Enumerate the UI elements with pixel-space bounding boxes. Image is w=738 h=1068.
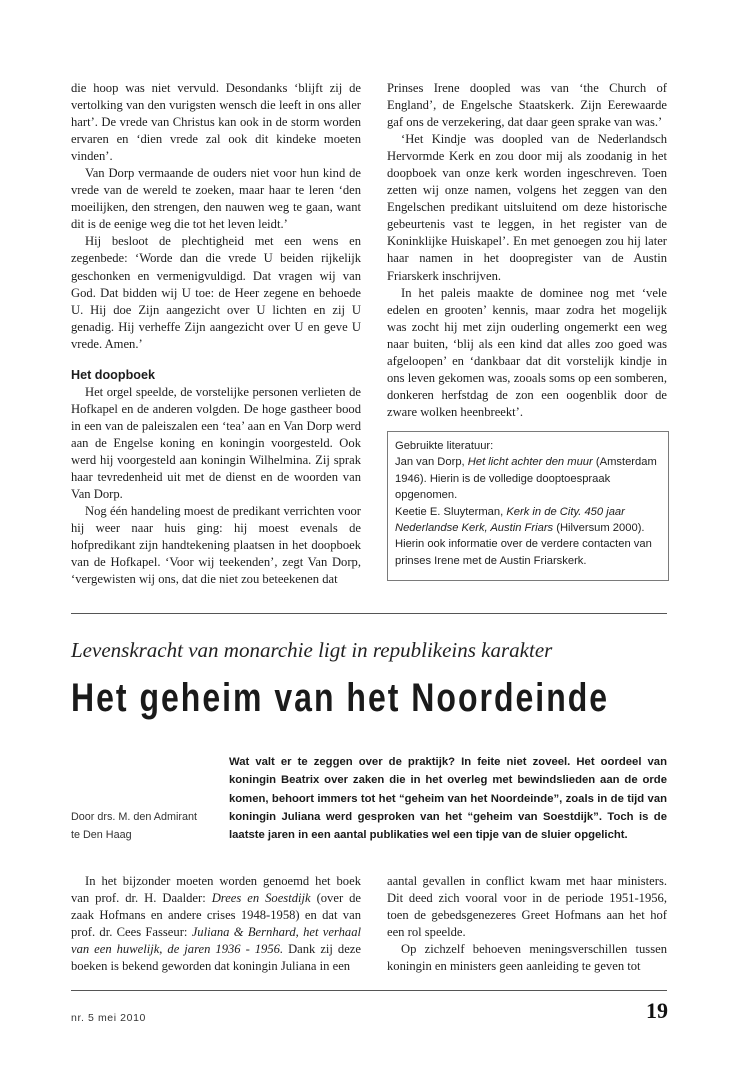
literature-box <box>387 431 669 581</box>
article-paragraph-2: aantal gevallen in conflict kwam met haar ministers. Dit deed zich vooral voor in de periode 1951-1956, toen de gebedsgenezeres Greet Hofmans aan het hof een rol speelde. <box>387 874 667 940</box>
article-left-column <box>71 873 361 975</box>
left-paragraph-4: Het orgel speelde, de vorstelijke personen verlieten de Hofkapel en de anderen volgden. De hoge gastheer bood in een van de paleiszalen een ‘tea’ aan en Van Dorp werd aan de Engelse koning en koningin voorgesteld. Ook werd hij voorgesteld aan koningin Wilhelmina. Zij sprak haar tevredenheid uit met de dienst en de woorden van Van Dorp. <box>71 384 361 502</box>
article-p1-book-2: Juliana & Bernhard, het verhaal van een huwelijk, de jaren 1936 - 1956. <box>71 925 361 957</box>
article-right-column <box>387 873 667 975</box>
literature-entry-1 <box>395 454 661 503</box>
literature-entry-2-title: Kerk in de City. 450 jaar Nederlandse Kerk, Austin Friars <box>395 505 625 535</box>
literature-entry-1-author: Jan van Dorp, <box>395 456 465 469</box>
literature-title: Gebruikte literatuur: <box>395 440 494 452</box>
byline-place: te Den Haag <box>71 829 132 841</box>
right-paragraph-1: Prinses Irene doopled was van ‘the Church of England’, de Engelsche Staatskerk. Zijn Eerewaarde gaf ons de verzekering, dat daar geen sprake van was.’ <box>387 81 667 130</box>
literature-entry-1-rest: (Amsterdam 1946). Hierin is de volledige dooptoespraak opgenomen. <box>395 456 657 502</box>
literature-entry-2 <box>395 504 661 570</box>
article-p1-part-3: Dank zij deze boeken is bekend geworden dat koningin Juliana in een <box>71 942 361 974</box>
article-p1-book-1: Drees en Soestdijk <box>211 891 311 906</box>
article-p1-part-1: In het bijzonder moeten worden genoemd het boek van prof. dr. H. Daalder: <box>71 874 361 906</box>
left-paragraph-3: Hij besloot de plechtigheid met een wens en zegenbede: ‘Worde dan die vrede U beiden rijkelijk geschonken en vermenigvuldigd. Dat vragen wij van God. Dat bidden wij U toe: de Heer zegene en behoede U. Hij doe Zijn aangezicht over U lichten en zij U genadig. Hij verheffe Zijn aangezicht over U en geve U vrede. Amen.’ <box>71 234 361 351</box>
section-divider <box>71 613 667 614</box>
footer-divider <box>71 990 667 991</box>
literature-entry-1-title: Het licht achter den muur <box>467 456 593 469</box>
section-heading-doopboek: Het doopboek <box>71 367 155 382</box>
literature-entry-2-rest: (Hilversum 2000). Hierin ook informatie over de verdere contacten van prinses Irene met de Austin Friarskerk. <box>395 522 652 567</box>
article-kicker: Levenskracht van monarchie ligt in republikeins karakter <box>71 638 553 662</box>
article-headline: Het geheim van het Noordeinde <box>71 676 610 720</box>
right-paragraph-2: ‘Het Kindje was doopled van de Nederlandsch Hervormde Kerk en zou door mij als zoodanig in het doopboek van onze kerk worden ingeschreven. Toen zetten wij onze namen, volgens het zeggen van den Engelschen predikant uitsluitend om deze historische gebeurtenis vast te leggen, in het register van de Koninklijke Huiskapel’. En met genoegen zou hij later haar namen in het doopregister van de Austin Friarskerk inschrijven. <box>387 132 667 283</box>
byline-author: Door drs. M. den Admirant <box>71 811 198 823</box>
issue-info: nr. 5 mei 2010 <box>71 1012 146 1024</box>
left-paragraph-1: die hoop was niet vervuld. Desondanks ‘blijft zij de vertolking van den vurigsten wensch die leeft in ons aller hart’. De vrede van Christus kan ook in de storm worden ervaren en ‘dien vrede zal ook dit kindeke moeten vinden’. <box>71 81 361 164</box>
left-paragraph-2: Van Dorp vermaande de ouders niet voor hun kind de vrede van de wereld te zoeken, maar haar te leren ‘den moeilijken, den strengen, den nauwen weg te gaan, want dit is de eenige weg die tot het leven leidt.’ <box>71 166 361 232</box>
byline <box>71 808 221 844</box>
article-paragraph-3: Op zichzelf behoeven meningsverschillen tussen koningin en ministers geen aanleiding te geven tot <box>387 942 667 974</box>
literature-entry-2-author: Keetie E. Sluyterman, <box>395 505 504 518</box>
right-column <box>387 80 667 421</box>
article-p1-part-2: (over de zaak Hofmans en andere crises 1948-1958) en dat van prof. dr. Cees Fasseur: <box>71 891 361 940</box>
left-column <box>71 80 361 588</box>
article-paragraph-1 <box>71 873 361 975</box>
left-paragraph-5: Nog één handeling moest de predikant verrichten voor hij weer naar huis ging: hij moest evenals de hofpredikant zijn handtekening plaatsen in het doopboek van de Hofkapel. ‘Voor wij teekenden’, zegt Van Dorp, ‘vergewisten wij ons, dat die niet zou beteekenen dat <box>71 504 361 587</box>
right-paragraph-3: In het paleis maakte de dominee nog met ‘vele edelen en grooten’ kennis, maar zodra het mogelijk was zocht hij met zijn ouderling ongemerkt een weg naar buiten, ‘blij als een kind dat alles zoo goed was afgeloopen’ en ‘dankbaar dat dit vorstelijk kindje in ons leven gekomen was, zooals soms op een somberen, donkeren herfstdag de zon een oogenblik door de zware wolken heenbreekt’. <box>387 285 667 419</box>
article-lead: Wat valt er te zeggen over de praktijk? In feite niet zoveel. Het oordeel van koningin Beatrix over zaken die in het overleg met bewindslieden aan de orde komen, behoort immers tot het “geheim van het Noordeinde”, zoals in de tijd van koningin Juliana werd gesproken van het “geheim van Soestdijk”. Toch is de laatste jaren in een aantal publikaties wel een tipje van de sluier opgelicht. <box>229 756 667 842</box>
page-number: 19 <box>646 998 668 1023</box>
